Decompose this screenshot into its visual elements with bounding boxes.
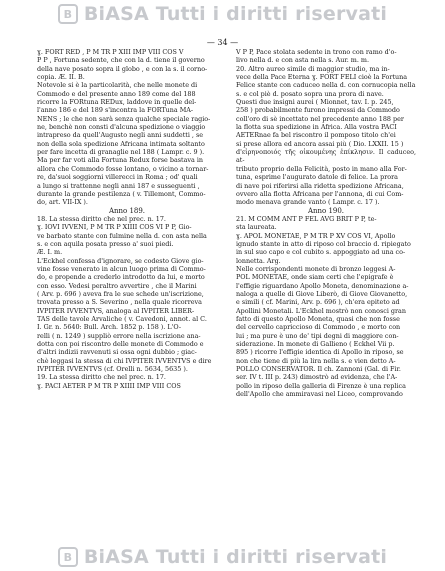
left-column [37,48,217,390]
text-line: Commodo e del presente anno 189 come del 188 [37,89,196,98]
text-line: 20. Altro aureo simile di maggior studio, ma in- [236,64,390,73]
text-line: dotta con poi riscontro delle monete di Commodo e [37,340,204,349]
text-line: POLLO CONSERVATOR. Il ch. Zannoni (Gal. di Fir. [236,365,401,374]
text-line: per fare incetta di granaglie nel 188 ( Lampr. c. 9 ). [37,148,205,157]
text-line: vece della Pace Eterna ɣ. FORT FELI cioè la Fortuna [236,73,408,82]
text-line: non della sola spedizione Africana intimata soltanto [37,139,205,148]
text-line: ser. IV t. III p. 243) dimostrò ad evidenza, che l'A- [236,373,398,382]
text-line: non che tiene di più la lira nella s. e vien detto A- [236,356,396,365]
watermark-text: BiASA Tutti i diritti riservati [83,3,388,25]
text-line: coll'oro di sè incettato nel precedente anno 188 per [236,114,404,123]
text-line: Questi due insigni aurei ( Mionnet, tav. I. p. 245, [236,98,394,107]
text-line: AETERnae fa bel riscontro il pomposo titolo ch'ei [236,131,396,140]
text-line: l'anno 186 e del 189 s'incontra la FORTuna MA- [37,106,194,115]
text-line: livo nella d. e con asta nella s. Aur. m. m. [236,56,369,65]
year-heading: Anno 190. [307,206,345,215]
text-line: L'Eckhel confessa d'ignorare, se codesto Giove gio- [37,256,204,265]
text-line: intrapreso da quell'Augusto negli anni suddetti , se [37,131,204,140]
text-line: fatto di questo Apollo Moneta, quasi che non fosse [236,315,400,323]
text-line: d'altri indizii ravvenuti si ossa ogni dubbio ; giac- [37,348,197,357]
text-line: ignudo stante in atto di riposo col braccio d. ripiegato [236,239,411,248]
year-heading: Anno 189. [108,206,146,215]
watermark-text: BiASA Tutti i diritti riservati [83,546,388,568]
text-line: tributo proprio della Felicità, posto in mano alla For- [236,164,407,173]
watermark-bottom [0,546,445,568]
text-line: re, da'suoi soggiorni villerecci in Roma ; od' quali [37,173,198,182]
text-line: vine fosse venerato in alcun luogo prima di Commo- [37,264,206,273]
text-line: ( Arv. p. 696 ) aveva fra le sue schede un'iscrizione, [37,289,204,298]
text-line: della nave posato sopra il globo , e con la s. il corno- [37,64,208,73]
text-line: 895 ) ricorre l'effigie identica di Apollo in riposo, se [236,348,404,357]
text-line: d'εἰρηνοποιός τῆς οἰκουμένης ἐπίκλησιν. Il caduceo, at- [236,148,416,165]
text-line: IVPITER IVVENTVS (cf. Orelli n. 5634, 5635 ). [37,365,188,374]
text-line: siderazione. In monete di Gallieno ( Eckhel Vii p. [236,340,395,349]
text-line: sta laureata. [236,223,277,232]
text-line: durante la grande pestilenza ( v. Tillemont, Commo- [37,189,206,198]
text-line: TAS delle tavole Arvaliche ( v. Cavedoni, annot. al C. [37,315,207,323]
text-line: ne, benchè non consti d'alcuna spedizione o viaggio [37,123,206,132]
text-line: di nave poi riferirsi alla ridetta spedizione Africana, [236,181,404,190]
text-line: ɣ. APOL MONETAE, P M TR P XV COS VI, Apollo [236,231,396,240]
text-line: Apollini Monetali. L'Eckhel mostrò non conosci gran [236,306,406,315]
text-line: del cervello capriccioso di Commodo , e morto con [236,323,401,332]
text-line: Felice stante con caduceo nella d. con cornucopia nella [236,81,416,90]
text-line: lui ; ma pure è uno de' tipi degni di maggiore con- [236,331,399,340]
text-line: chè leggasi la stessa di chi IVPITER IVVENTVS e dire [37,356,212,365]
text-line: dell'Apollo che ammiravasi nel Liceo, comprovando [236,390,403,399]
text-line: ricorre la FORtuna REDux, laddove in quelle del- [37,98,197,107]
text-line: relli ( n. 1249 ) suppliò errore nella iscrizione ana- [37,331,201,340]
text-line: allora che Commodo fosse lontano, o vicino a tornar- [37,164,209,173]
text-line: Notevole si è la particolarità, che nelle monete di [37,81,198,90]
text-line: V P P, Pace stolata sedente in trono con ramo d'o- [236,48,397,56]
text-line: si prese allora ed ancora assai più ( Dio. LXXII. 15 ) [236,139,404,148]
text-line: modo menava grande vanto ( Lampr. c. 17 ). [236,198,380,207]
text-line: Ma per far voti alla Fortuna Redux forse bastava in [37,156,204,165]
text-line: 258 ) probabilmente furono impressi da Commodo [236,106,400,115]
biasa-logo-icon: B [58,547,78,567]
text-line: pollo in riposo della galleria di Firenze è una replica [236,381,406,390]
text-line: do, e propende a crederlo introdotto da lui, e morto [37,273,205,282]
text-line: copia. Æ. II. B. [37,73,85,82]
text-line: Nelle corrispondenti monete di bronzo leggesi A- [236,264,396,273]
text-line: ɣ. IOVI IVVENI, P M TR P XIIII COS VI P P, Gio- [37,223,192,232]
text-line: tuna, esprime l'augurato datole di felice. La prora [236,173,398,182]
text-line: 18. La stessa diritto che nel prec. n. 17. [37,214,166,223]
text-line: s. e col piè d. posato sopra una prora di nave. [236,89,384,98]
text-line: naloga a quelle di Giove Liberò, di Giove Giovanetto, [236,289,408,298]
text-line: P P , Fortuna sedente, che con la d. tiene il governo [37,56,205,65]
text-line: ovvero alla flotta Africana per l'annona, di cui Com- [236,189,404,198]
page-number: — 34 — [206,38,239,47]
text-line: con esso. Vedesi peraltro avvertire , che il Marini [37,281,197,290]
text-line: e simili ( cf. Marini, Arv. p. 696 ), ch'era epiteto ad [236,298,400,307]
text-line: ve barbato stante con fulmine nella d. con asta nella [37,231,207,240]
text-line: 21. M COMM ANT P FEL AVG BRIT P P, te- [236,214,377,223]
text-line: in sul suo capo e col cubito s. appoggiato ad una co- [236,248,406,257]
text-line: ɣ. PACI AETER P M TR P XIIII IMP VIII COS [37,381,181,390]
text-line: IVPITER IVVENTVS, analoga al IVPITER LIBER- [37,306,195,315]
text-line: NENS ; le che non sarà senza qualche speciale ragio- [37,114,211,123]
text-line: I. Gr. n. 5640: Bull. Arch. 1852 p. 158 ). L'O- [37,323,181,332]
text-line: la flotta sua spedizione in Africa. Alla vostra PACI [236,123,397,132]
text-line: do, art. VII-IX ). [37,198,88,207]
text-line: lonnetta. Arg. [236,256,281,265]
text-line: a lungo si trattenne negli anni 187 e susseguenti , [37,181,200,190]
text-line: Æ. I. m. [37,248,63,257]
text-line: trovata presso a S. Severino , nella quale ricorreva [37,298,202,307]
biasa-logo-icon: B [58,4,78,24]
text-line: POL MONETAE, onde siam certi che l'epigrafe è [236,273,394,282]
right-column [236,48,416,398]
text-line: 19. La stessa diritto che nel prec. n. 17. [37,373,166,382]
text-line: s. e con aquila posata presso a' suoi piedi. [37,239,174,248]
text-line: ɣ. FORT RED , P M TR P XIII IMP VIII COS V [37,48,184,56]
text-line: l'effigie riguardano Apollo Moneta, denominazione a- [236,281,409,290]
